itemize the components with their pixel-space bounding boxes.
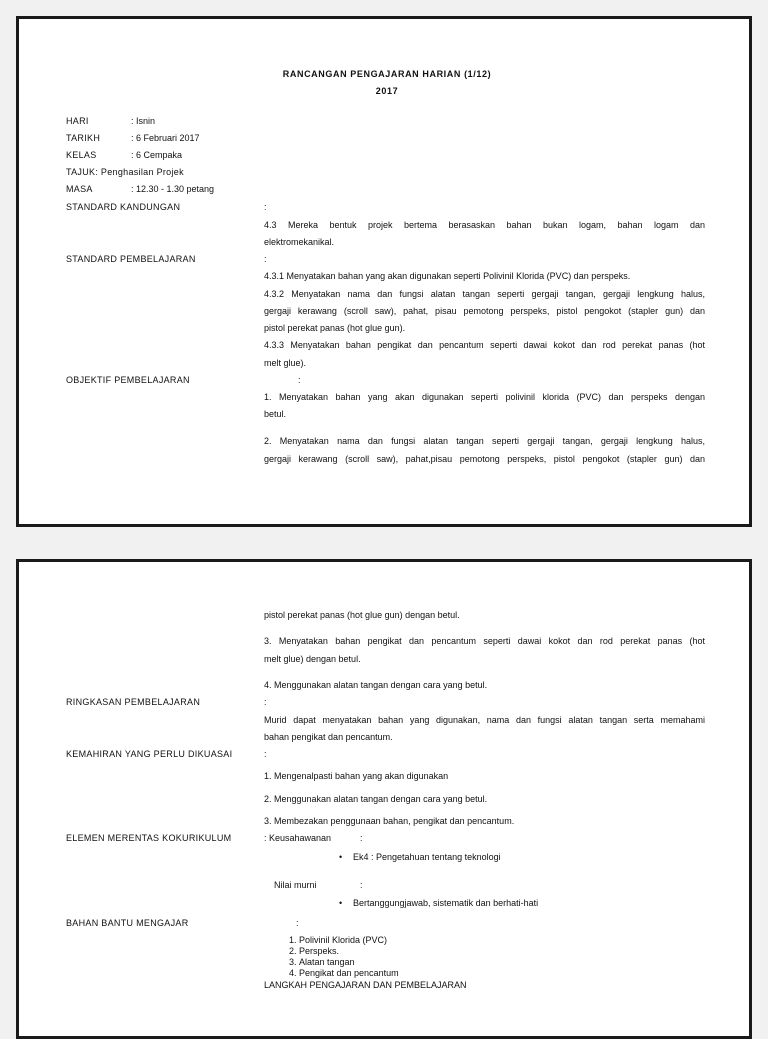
document-title: RANCANGAN PENGAJARAN HARIAN (1/12) [282,69,492,79]
bahan-bantu-item: 4. Pengikat dan pencantum [299,968,399,979]
elemen-bullet-item: • Ek4 : Pengetahuan tentang teknologi [353,852,501,863]
objektif-continued-line: pistol perekat panas (hot glue gun) dengan betul. [264,610,460,620]
ringkasan-line: bahan pengikat dan pencantum. [264,732,393,742]
kemahiran-item: 1. Mengenalpasti bahan yang akan digunakan [264,771,449,781]
kemahiran-label: KEMAHIRAN YANG PERLU DIKUASAI [66,749,233,759]
kemahiran-item: 2. Menggunakan alatan tangan dengan cara yang betul. [264,794,488,804]
kemahiran-item: 3. Membezakan penggunaan bahan, pengikat dan pencantum. [264,816,515,826]
standard-pembelajaran-label: STANDARD PEMBELAJARAN [66,254,196,264]
standard-pembelajaran-line: pistol perekat panas (hot glue gun). [264,323,406,333]
objektif-line: betul. [264,409,287,419]
standard-pembelajaran-line: melt glue). [264,358,307,368]
bahan-bantu-item: 2. Perspeks. [299,946,399,957]
bahan-bantu-colon: : [296,918,299,928]
objektif-line: 2. Menyatakan nama dan fungsi alatan tangan seperti gergaji tangan, gergaji lengkung halus, [264,436,705,446]
bahan-bantu-item: 3. Alatan tangan [299,957,399,968]
document-page-1 [16,16,752,527]
info-value-tarikh: : 6 Februari 2017 [131,133,200,143]
elemen-nilai-murni: Nilai murni [274,880,317,890]
standard-kandungan-line: 4.3 Mereka bentuk projek bertema berasaskan bahan bukan logam, bahan logam dan [264,220,705,230]
info-label-tarikh: TARIKH [66,133,101,143]
elemen-label: ELEMEN MERENTAS KOKURIKULUM [66,833,232,843]
elemen-colon: : [360,880,363,890]
info-label-tajuk: TAJUK: Penghasilan Projek [66,167,184,177]
ringkasan-label: RINGKASAN PEMBELAJARAN [66,697,201,707]
objektif-colon: : [298,375,301,385]
langkah-heading: LANGKAH PENGAJARAN DAN PEMBELAJARAN [264,980,467,990]
standard-pembelajaran-line: 4.3.1 Menyatakan bahan yang akan digunakan seperti Polivinil Klorida (PVC) dan perspeks. [264,271,631,281]
standard-kandungan-label: STANDARD KANDUNGAN [66,202,181,212]
info-value-kelas: : 6 Cempaka [131,150,183,160]
elemen-colon: : [360,833,363,843]
objektif-continued-line: melt glue) dengan betul. [264,654,361,664]
objektif-line: 1. Menyatakan bahan yang akan digunakan seperti polivinil klorida (PVC) dan perspeks dengan [264,392,705,402]
kemahiran-colon: : [264,749,267,759]
info-label-kelas: KELAS [66,150,97,160]
bahan-bantu-item: 1. Polivinil Klorida (PVC) [299,935,399,946]
standard-kandungan-colon: : [264,202,267,212]
document-page-2 [16,559,752,1039]
standard-kandungan-line: elektromekanikal. [264,237,335,247]
info-label-hari: HARI [66,116,89,126]
info-value-hari: : Isnin [131,116,156,126]
bahan-bantu-label: BAHAN BANTU MENGAJAR [66,918,189,928]
document-year: 2017 [375,86,399,96]
ringkasan-line: Murid dapat menyatakan bahan yang digunakan, nama dan fungsi alatan tangan serta memahami [264,715,705,725]
standard-pembelajaran-line: 4.3.3 Menyatakan bahan pengikat dan pencantum seperti dawai kokot dan rod perekat panas (hot [264,340,705,350]
elemen-bullet-item: • Bertanggungjawab, sistematik dan berhati-hati [353,898,538,909]
bahan-bantu-list [281,935,399,979]
objektif-continued-line: 4. Menggunakan alatan tangan dengan cara yang betul. [264,680,488,690]
info-label-masa: MASA [66,184,93,194]
standard-pembelajaran-colon: : [264,254,267,264]
objektif-label: OBJEKTIF PEMBELAJARAN [66,375,190,385]
standard-pembelajaran-line: gergaji kerawang (scroll saw), pahat, pisau pemotong perspeks, pistol pengokot (stapler gun) dan [264,306,705,316]
info-value-masa: : 12.30 - 1.30 petang [131,184,215,194]
standard-pembelajaran-line: 4.3.2 Menyatakan nama dan fungsi alatan tangan seperti gergaji tangan, gergaji lengkung halus, [264,289,705,299]
ringkasan-colon: : [264,697,267,707]
objektif-continued-line: 3. Menyatakan bahan pengikat dan pencantum seperti dawai kokot dan rod perekat panas (hot [264,636,705,646]
objektif-line: gergaji kerawang (scroll saw), pahat,pisau pemotong perspeks, pistol pengokot (stapler gun) dan [264,454,705,464]
elemen-keusahawanan: : Keusahawanan [264,833,332,843]
